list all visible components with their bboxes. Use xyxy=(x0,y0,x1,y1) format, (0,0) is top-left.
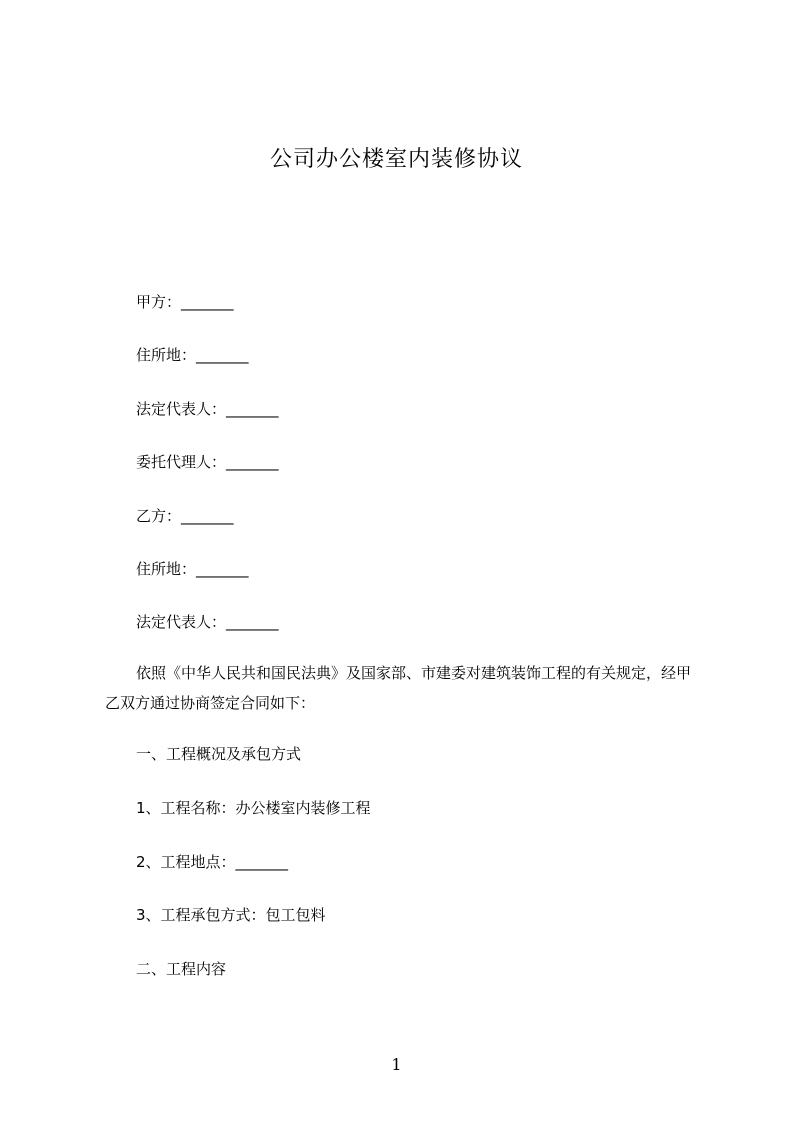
party-a-legal-rep: 法定代表人：_______ xyxy=(136,400,279,418)
party-a-line: 甲方：_______ xyxy=(136,293,234,311)
page-number: 1 xyxy=(391,1055,402,1074)
section-2-heading: 二、工程内容 xyxy=(136,960,227,978)
party-b-line: 乙方：_______ xyxy=(136,507,234,525)
document-title: 公司办公楼室内装修协议 xyxy=(269,147,523,172)
section-1-item-2: 2、工程地点：_______ xyxy=(136,853,289,871)
section-1-heading: 一、工程概况及承包方式 xyxy=(136,745,302,763)
section-1-item-3: 3、工程承包方式：包工包料 xyxy=(136,906,326,924)
preamble-paragraph: 依照《中华人民共和国民法典》及国家部、市建委对建筑装饰工程的有关规定，经甲乙双方通过协商签定合同如下： xyxy=(105,664,692,712)
party-b-legal-rep: 法定代表人：_______ xyxy=(136,613,279,631)
section-1-item-1: 1、工程名称：办公楼室内装修工程 xyxy=(136,799,371,817)
party-a-agent: 委托代理人：_______ xyxy=(136,453,279,471)
party-a-address: 住所地：_______ xyxy=(136,346,249,364)
party-b-address: 住所地：_______ xyxy=(136,560,249,578)
